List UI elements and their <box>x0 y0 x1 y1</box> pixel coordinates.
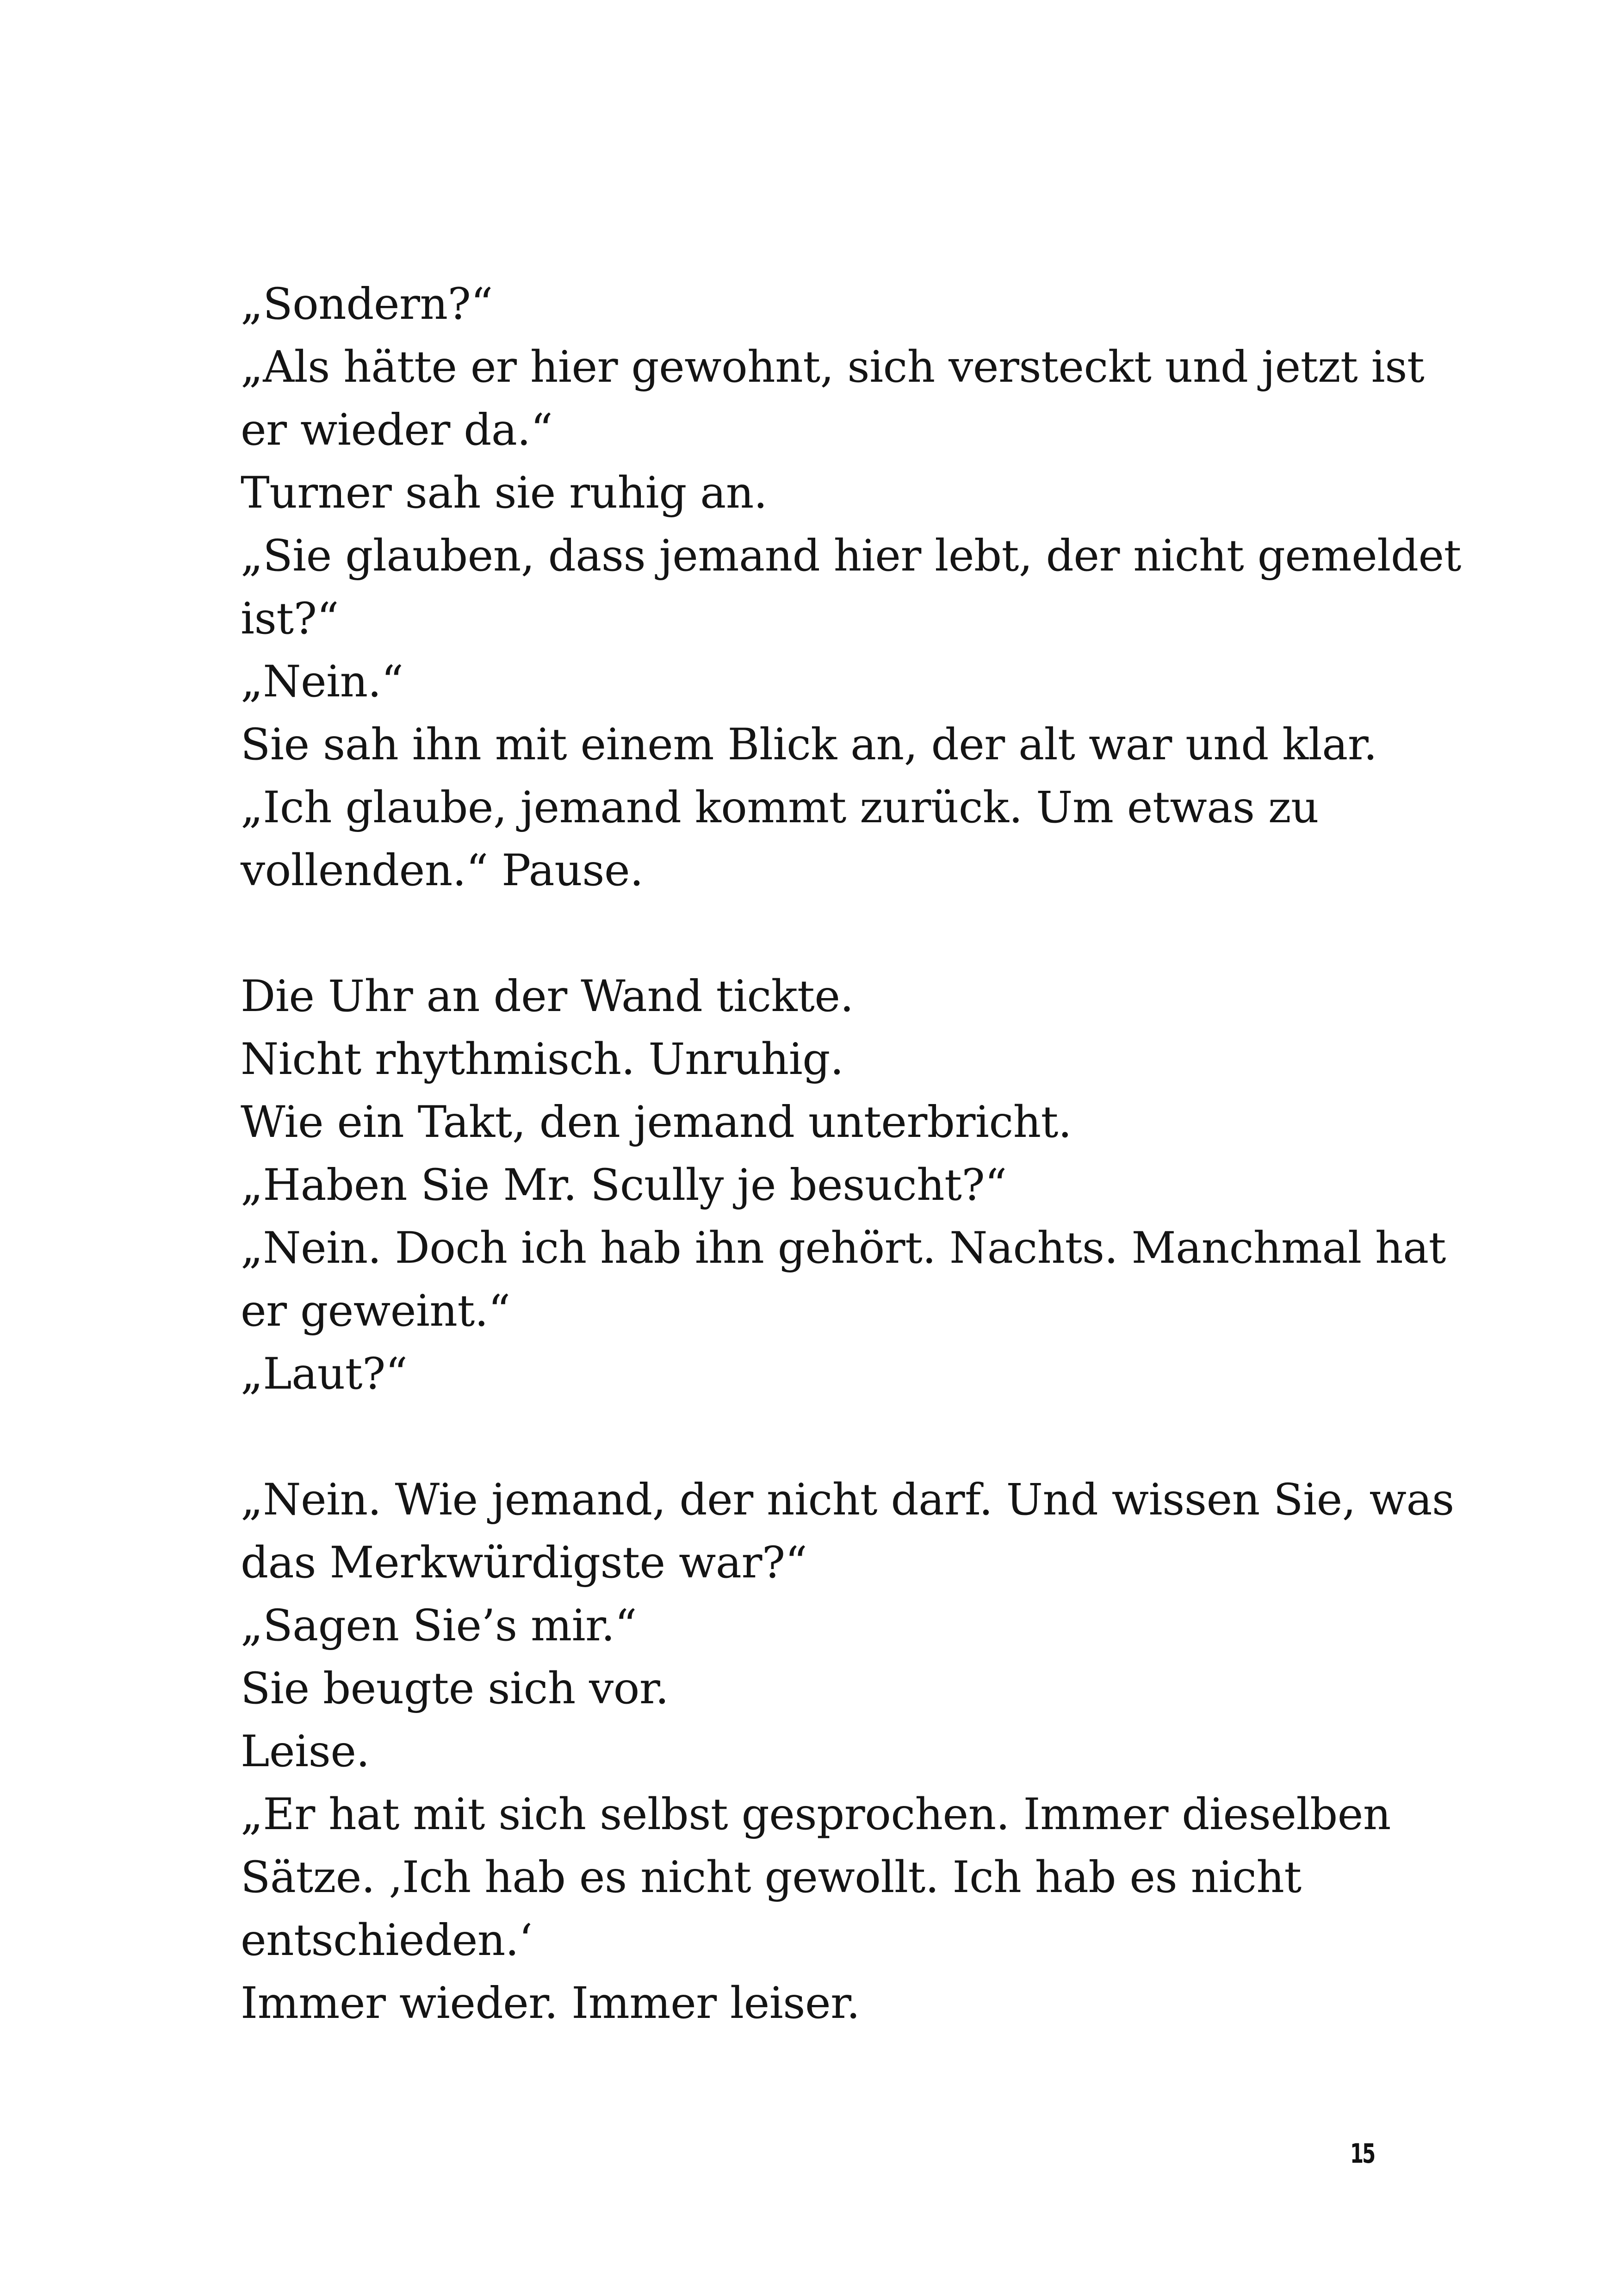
text-line: er geweint.“ <box>241 1286 510 1336</box>
body-text <box>241 273 1461 2035</box>
text-line: „Nein. Wie jemand, der nicht darf. Und wissen Sie, was <box>241 1475 1454 1525</box>
text-line: Sie sah ihn mit einem Blick an, der alt war und klar. <box>241 720 1377 770</box>
text-line: „Als hätte er hier gewohnt, sich versteckt und jetzt ist <box>241 342 1425 392</box>
text-line: vollenden.“ Pause. <box>241 845 644 896</box>
text-line: Sie beugte sich vor. <box>241 1663 669 1714</box>
paragraph-break <box>241 902 1425 965</box>
paragraph-break <box>241 1406 1425 1469</box>
text-line: das Merkwürdigste war?“ <box>241 1538 807 1588</box>
text-line: Nicht rhythmisch. Unruhig. <box>241 1034 844 1085</box>
text-line: „Er hat mit sich selbst gesprochen. Immer dieselben <box>241 1789 1391 1840</box>
text-line: Sätze. ‚Ich hab es nicht gewollt. Ich hab es nicht <box>241 1852 1302 1903</box>
text-line: „Sagen Sie’s mir.“ <box>241 1601 637 1651</box>
text-line: ist?“ <box>241 594 339 644</box>
text-line: „Sondern?“ <box>241 279 493 329</box>
text-line: Leise. <box>241 1726 370 1777</box>
text-line: „Haben Sie Mr. Scully je besucht?“ <box>241 1160 1007 1210</box>
text-line: Wie ein Takt, den jemand unterbricht. <box>241 1097 1072 1148</box>
page-number: 15 <box>1350 2138 1375 2169</box>
text-line: Turner sah sie ruhig an. <box>241 468 768 518</box>
text-line: „Sie glauben, dass jemand hier lebt, der nicht gemeldet <box>241 531 1461 581</box>
text-line: „Nein.“ <box>241 657 403 707</box>
text-line: Die Uhr an der Wand tickte. <box>241 971 854 1022</box>
text-line: er wieder da.“ <box>241 405 553 455</box>
text-line: entschieden.‘ <box>241 1915 533 1966</box>
text-line: „Ich glaube, jemand kommt zurück. Um etwas zu <box>241 782 1319 833</box>
text-line: „Laut?“ <box>241 1349 408 1399</box>
text-line: „Nein. Doch ich hab ihn gehört. Nachts. Manchmal hat <box>241 1223 1446 1273</box>
text-line: Immer wieder. Immer leiser. <box>241 1978 860 2029</box>
